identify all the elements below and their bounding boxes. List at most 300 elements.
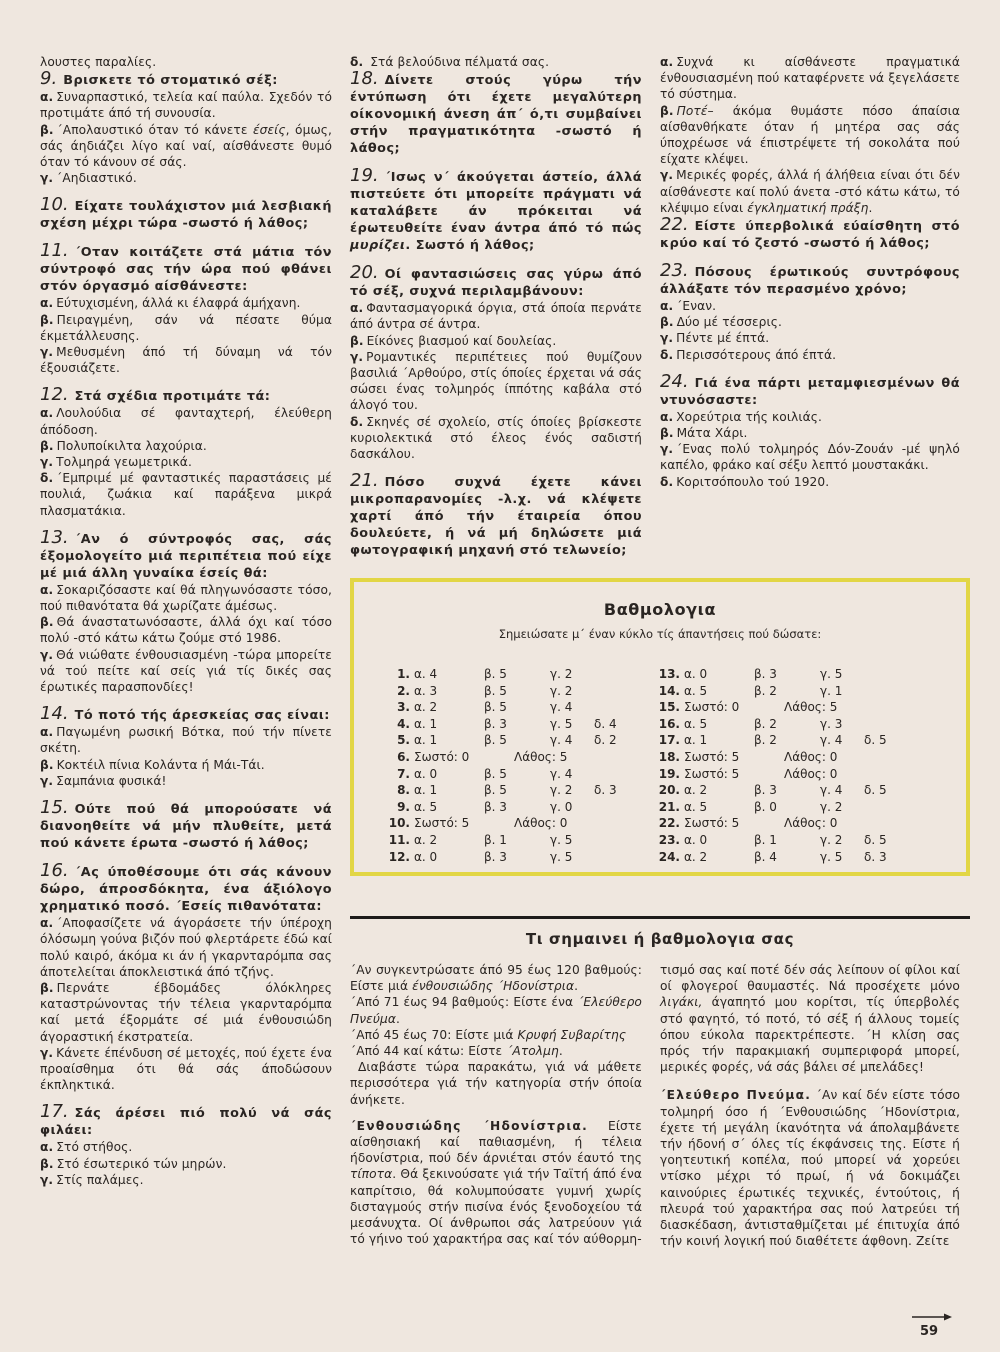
- question: [660, 262, 960, 363]
- question-heading: [660, 216, 960, 252]
- option-text: ΄Αηδιαστικό.: [56, 171, 137, 186]
- question-heading: [40, 70, 332, 89]
- option-text: Κάνετε έπένδυση σέ μετοχές, πού έχετε ένα προαίσθημα ότι θά σάς άποδώσουν έκπληκτικά.: [40, 1045, 332, 1093]
- question-number: 14.: [40, 703, 69, 725]
- score-ranges: [350, 962, 642, 1059]
- score-gamma: γ. 5: [550, 832, 573, 847]
- score-gamma: γ. 4: [820, 783, 843, 798]
- option-text: ΄Ενας πολύ τολμηρός Δόν-Ζουάν -μέ ψηλό καπέλο, φράκο καί σέξυ λεπτό μουστακάκι.: [660, 442, 960, 473]
- score-alpha: α. 2: [414, 700, 438, 715]
- option-letter: β.: [40, 122, 54, 137]
- option-letter: α.: [40, 916, 54, 931]
- question: [40, 386, 332, 518]
- question: [40, 705, 332, 789]
- question-number: 16.: [40, 860, 69, 882]
- section-divider: [350, 916, 970, 919]
- option-letter: γ.: [660, 442, 674, 457]
- score-row: [654, 849, 904, 866]
- score-delta: [864, 799, 904, 816]
- score-beta: β. 3: [484, 716, 507, 731]
- score-delta: δ. 5: [864, 832, 887, 847]
- question: [40, 526, 332, 695]
- score-row: [384, 782, 634, 799]
- score-delta: [594, 766, 634, 783]
- score-alpha: α. 0: [684, 832, 708, 847]
- question-text: Στά σχέδια προτιμάτε τά:: [74, 389, 271, 405]
- score-question-number: 22.: [658, 816, 680, 831]
- question-number: 19.: [350, 165, 379, 187]
- meaning-column-1: [350, 962, 642, 1247]
- score-question-number: 13.: [658, 667, 680, 681]
- score-alpha: α. 5: [684, 716, 708, 731]
- question-text: Γιά ένα πάρτι μεταμφιεσμένων θά ντυνόσαστε:: [660, 375, 960, 408]
- score-delta: [594, 699, 634, 716]
- score-alpha: α. 0: [414, 766, 438, 781]
- score-gamma: γ. 5: [820, 667, 843, 681]
- question-text: ΄Αν ό σύντροφός σας, σάς έξομολογείτο μιά περιπέτεια πού είχε μέ μιά άλλη γυναίκα έσείς θά:: [40, 531, 332, 581]
- score-row: [654, 799, 904, 816]
- score-question-number: 24.: [658, 849, 680, 864]
- score-row: [654, 749, 904, 766]
- score-beta: β. 5: [484, 766, 507, 781]
- score-alpha: α. 3: [414, 683, 438, 698]
- question-heading: [350, 264, 642, 300]
- question-text: ΄Ισως ν΄ άκούγεται άστείο, άλλά πιστεύετε ότι μπορείτε πράγματι νά καταλάβετε άν πρόκειται νά έρωτευθείτε έναν άντρα άπό τό πώς: [350, 170, 642, 237]
- scoring-table-right: [654, 666, 904, 865]
- option-text: ΄Εναν.: [676, 299, 717, 314]
- carryover-text: λουστες παραλίες.: [40, 55, 157, 69]
- option-letter: γ.: [40, 171, 54, 186]
- score-alpha: α. 0: [684, 667, 708, 681]
- option: [40, 470, 332, 519]
- score-gamma: γ. 2: [550, 683, 573, 698]
- option-letter: α.: [40, 90, 54, 105]
- score-row: [384, 799, 634, 816]
- score-true: Σωστό: 5: [684, 749, 740, 764]
- score-delta: δ. 5: [864, 733, 887, 748]
- scoring-subtitle: Σημειώσατε μ΄ έναν κύκλο τίς άπαντήσεις πού δώσατε:: [498, 627, 822, 641]
- score-question-number: 19.: [658, 766, 680, 781]
- score-row: [384, 766, 634, 783]
- option-text: Στό έσωτερικό τών μηρών.: [56, 1156, 227, 1171]
- question-number: 23.: [660, 260, 689, 282]
- option-text: Σοκαριζόσαστε καί θά πληγωνόσαστε τόσο, πού πιθανότατα θά χωρίζατε άμέσως.: [40, 582, 332, 614]
- questions-list: [40, 70, 332, 1188]
- range-text: ΄Αν συγκεντρώσατε άπό 95 έως 120 βαθμούς: Είστε μιά: [350, 963, 642, 994]
- option-text: άκόμα θυμάστε πόσο άπαίσια αίσθανθήκατε όταν ή μητέρα σας σάς ύποχρέωσε νά έπιστρέψετε τή σοκολάτα πού είχατε κλέψει.: [660, 103, 960, 167]
- score-gamma: γ. 2: [820, 799, 843, 814]
- option: [40, 915, 332, 980]
- range-category: Κρυφή Συβαρίτης: [517, 1027, 627, 1042]
- score-row: [384, 666, 634, 683]
- score-alpha: α. 5: [684, 683, 708, 698]
- meaning-intro: Διαβάστε τώρα παρακάτω, γιά νά μάθετε περισσότερα γιά τήν κατηγορία στήν όποία άνήκετε.: [350, 1060, 642, 1107]
- option-text: Περισσότερους άπό έπτά.: [676, 347, 837, 362]
- score-question-number: 2.: [397, 683, 410, 698]
- score-alpha: α. 5: [414, 799, 438, 814]
- question-heading: [40, 799, 332, 852]
- range-text: .: [396, 1011, 400, 1026]
- questions-list: [350, 70, 642, 559]
- score-question-number: 1.: [397, 667, 410, 681]
- column-1: [40, 54, 332, 1188]
- option-text: Φαντασμαγορικά όργια, στά όποία περνάτε άπό άντρα σέ άντρα.: [350, 301, 642, 332]
- option-text: Περνάτε έβδομάδες όλόκληρες καταστρώνοντας τήν τέλεια γκαρνταρόμπα καί μετά έξορμάτε σέ μιά ένθουσιώδη άγοραστική έκστρατεία.: [40, 980, 332, 1044]
- score-question-number: 7.: [397, 766, 410, 781]
- range-category: ένθουσιώδης ΄Ηδονίστρια: [412, 979, 575, 994]
- question-text: . Σωστό ή λάθος;: [405, 238, 535, 254]
- option-text: Είκόνες βιασμού καί δουλείας.: [366, 333, 557, 348]
- question: [660, 370, 960, 490]
- score-row: [384, 683, 634, 700]
- score-row: [654, 683, 904, 700]
- option: [350, 333, 642, 349]
- question-text: Σάς άρέσει πιό πολύ νά σάς φιλάει:: [40, 1106, 332, 1139]
- option-text: ΄Εμπριμέ μέ φανταστικές παραστάσεις μέ πουλιά, ζωάκια καί παράξενα μικρά πλασματάκια.: [40, 471, 332, 518]
- option-text: Στό στήθος.: [56, 1140, 133, 1155]
- option: [40, 757, 332, 773]
- score-true: Σωστό: 5: [684, 816, 740, 831]
- scoring-table-left: [384, 666, 634, 865]
- option-text: Μεθυσμένη άπό τή δύναμη νά τόν έξουσιάζετε.: [40, 345, 332, 376]
- score-row: [654, 666, 904, 683]
- score-gamma: γ. 0: [550, 799, 573, 814]
- question: [40, 862, 332, 1093]
- meaning-title: Τι σημαινει ή βαθμολογια σας: [525, 930, 795, 948]
- score-question-number: 5.: [397, 733, 410, 748]
- score-gamma: γ. 4: [550, 700, 573, 715]
- question-text: Βρισκετε τό στοματικό σέξ:: [63, 73, 278, 89]
- option-letter: α.: [660, 55, 674, 69]
- score-question-number: 16.: [658, 716, 680, 731]
- carryover-options: [660, 54, 960, 216]
- score-delta: [864, 716, 904, 733]
- option: [40, 980, 332, 1045]
- category-text: άγαπητό μου κορίτσι, τίς ύπερβολές στό φαγητό, τό ποτό, τό σέξ ή άλλους τομείς όπου εύκολα παρεκτρέπεστε. ΄Η κλίση σας πρός τήν παρακμιακή συμπεριφορά μπορεί, μερικές φορές, νά σάς βάλει σέ μπελάδες!: [660, 995, 960, 1075]
- score-delta: δ. 3: [594, 783, 617, 798]
- score-delta: [594, 666, 634, 683]
- score-row: [384, 716, 634, 733]
- score-question-number: 10.: [388, 816, 410, 831]
- option-text: Συναρπαστικό, τελεία καί παύλα. Σχεδόν τό προτιμάτε άπό τή συνουσία.: [40, 90, 332, 121]
- score-alpha: α. 1: [684, 733, 708, 748]
- score-beta: β. 1: [754, 832, 777, 847]
- option: [40, 312, 332, 344]
- category-text: . Θά ξεκινούσατε γιά τήν Ταϊτή άπό ένα καπρίτσιο, θά κολυμπούσατε γυμνή χωρίς δισταγμούς στήν πισίνα ένός ξενοδοχείου τά μεσάνυχτα. Οί άνθρωποι σάς λατρεύουν γιά τό γήινο τού χαρακτήρα σας καί τόν αύθορμη-: [350, 1167, 642, 1247]
- option-letter: α.: [40, 725, 54, 740]
- option-text: Στά βελούδινα πέλματά σας.: [370, 55, 550, 69]
- option-text: Δύο μέ τέσσερις.: [676, 315, 782, 330]
- option-letter: γ.: [40, 1172, 54, 1187]
- score-true: Σωστό: 0: [414, 749, 470, 764]
- option-letter: β.: [40, 312, 54, 327]
- option-letter: β.: [660, 103, 674, 118]
- question-text: ΄Ας ύποθέσουμε ότι σάς κάνουν δώρο, άπροσδόκητα, ένα άξιόλογο χρηματικό ποσό. ΄Εσείς πιθανότατα:: [40, 865, 332, 915]
- score-delta: [864, 683, 904, 700]
- question-heading: [350, 472, 642, 559]
- score-delta: [594, 832, 634, 849]
- option-text: Σαμπάνια φυσικά!: [56, 773, 167, 788]
- score-row: [654, 815, 904, 832]
- score-row: [654, 832, 904, 849]
- option: [660, 474, 960, 490]
- question-number: 17.: [40, 1101, 69, 1123]
- category-text: ΄Αν καί δέν είστε τόσο τολμηρή όσο ή ΄Ενθουσιώδης ΄Ηδονίστρια, έχετε τή μεγάλη ίκανότητα νά άπολαμβάνετε τήν ήδονή σ΄ όλες τίς έκφάνσεις της. Είστε ή γοητευτική κοπέλα, πού μπορεί νά χορεύει ντίσκο μέχρι τό πρωί, ή νά δοκιμάζει καινούριες έρωτικές τεχνικές, έντούτοις, ή πλευρά τού χαρακτήρα σας πού λατρεύει τή διασκέδαση, άντισταθμίζεται μέ έπιτυχία άπό τήν κοινή λογική πού διαθέτετε άφθονη. Ζείτε: [660, 1088, 961, 1249]
- score-alpha: α. 2: [414, 832, 438, 847]
- question-number: 12.: [40, 384, 69, 406]
- score-beta: β. 3: [754, 667, 777, 681]
- option-text: Κοριτσόπουλο τού 1920.: [676, 474, 830, 489]
- score-false: Λάθος: 0: [514, 816, 568, 831]
- option-letter: δ.: [660, 474, 674, 489]
- option-letter: γ.: [40, 455, 54, 470]
- score-row: [384, 699, 634, 716]
- option-letter: γ.: [40, 647, 54, 662]
- score-row: [384, 849, 634, 866]
- score-beta: β. 5: [484, 667, 507, 681]
- question-heading: [40, 705, 332, 724]
- question-text: Οί φαντασιώσεις σας γύρω άπό τό σέξ, συχνά περιλαμβάνουν:: [350, 267, 642, 300]
- option-letter: α.: [40, 296, 54, 311]
- option: [40, 295, 332, 311]
- question-heading: [660, 262, 960, 298]
- question-heading: [40, 196, 332, 232]
- score-beta: β. 2: [754, 716, 777, 731]
- option-letter: δ.: [350, 414, 364, 429]
- option: [660, 298, 960, 314]
- option-text: Θά νιώθατε ένθουσιασμένη -τώρα μπορείτε νά τού πείτε καί σείς γιά τίς δικές σας έρωτικές παρασπονδίες!: [40, 647, 332, 695]
- scoring-title: Βαθμολογια: [603, 600, 717, 619]
- option-letter: β.: [350, 333, 364, 348]
- score-gamma: γ. 2: [550, 667, 573, 681]
- option-emphasis: έσείς: [252, 122, 286, 137]
- question: [40, 242, 332, 376]
- option: [350, 300, 642, 332]
- score-range: [350, 1043, 642, 1059]
- option-text: ΄Αποφασίζετε νά άγοράσετε τήν ύπέροχη όλόσωμη γούνα βιζόν πού φλερτάρετε έδώ καί πολύ καιρό, άκόμα κι άν ή γκαρνταρόμπα σας άποτελείται άποκλειστικά άπό τζήνς.: [40, 916, 332, 979]
- score-gamma: γ. 5: [820, 849, 843, 864]
- score-question-number: 6.: [397, 749, 410, 764]
- question-heading: [40, 386, 332, 405]
- option: [40, 1139, 332, 1155]
- option-text: Συχνά κι αίσθάνεστε πραγματικά ένθουσιασμένη πού καταφέρνετε νά ξεγελάσετε τό σύστημα.: [660, 55, 960, 102]
- option-letter: α.: [40, 1140, 54, 1155]
- option: [40, 454, 332, 470]
- option: [660, 167, 960, 216]
- range-category: ΄Ατολμη: [506, 1044, 559, 1059]
- question: [40, 70, 332, 186]
- option-letter: γ.: [660, 331, 674, 346]
- questions-list: [660, 216, 960, 490]
- option-emphasis: έγκληματική πράξη: [747, 200, 869, 215]
- score-alpha: α. 1: [414, 783, 438, 798]
- category-name: ΄Ελεύθερο Πνεύμα.: [660, 1088, 812, 1103]
- question-number: 21.: [350, 470, 379, 492]
- score-row: [384, 749, 634, 766]
- score-true: Σωστό: 5: [684, 766, 740, 781]
- score-range: [350, 994, 642, 1026]
- range-text: ΄Από 71 έως 94 βαθμούς: Είστε ένα: [350, 995, 578, 1010]
- option-text: Κοκτέιλ πίνια Κολάντα ή Μάι-Τάι.: [56, 757, 265, 772]
- option-letter: γ.: [40, 345, 54, 360]
- option: [660, 314, 960, 330]
- option: [40, 1045, 332, 1094]
- score-question-number: 18.: [658, 749, 680, 764]
- question-number: 20.: [350, 262, 379, 284]
- question-text: Δίνετε στούς γύρω τήν έντύπωση ότι έχετε μεγαλύτερη οίκονομική άνεση άπ΄ ό,τι συμβαίνει στήν πραγματικότητα -σωστό ή λάθος;: [350, 73, 642, 157]
- score-range: [350, 962, 642, 994]
- option-text: Εύτυχισμένη, άλλά κι έλαφρά άμήχανη.: [56, 296, 301, 311]
- score-beta: β. 3: [754, 783, 777, 798]
- score-gamma: γ. 2: [550, 783, 573, 798]
- option: [660, 103, 960, 168]
- question-heading: [350, 167, 642, 254]
- column-2: [350, 54, 642, 559]
- question: [350, 264, 642, 462]
- score-row: [384, 732, 634, 749]
- question-heading: [40, 242, 332, 295]
- option-text: Μερικές φορές, άλλά ή άλήθεια είναι ότι δέν αίσθάνεστε καί πολύ άνετα -στό κάτω κάτω, τό κλέψιμο είναι: [660, 168, 960, 215]
- question-text: Ούτε πού θά μπορούσατε νά διανοηθείτε νά μήν πλυθείτε, μετά πού κάνετε έρωτα -σωστό ή λάθος;: [40, 802, 332, 852]
- score-alpha: α. 2: [684, 783, 708, 798]
- question-text: ΄Οταν κοιτάζετε στά μάτια τόν σύντροφό σας τήν ώρα πού φθάνει στόν όργασμό αίσθάνεστε:: [40, 245, 332, 295]
- option-letter: α.: [40, 582, 54, 597]
- score-false: Λάθος: 0: [784, 749, 838, 764]
- score-delta: δ. 4: [594, 716, 617, 731]
- option: [350, 414, 642, 463]
- score-alpha: α. 4: [414, 667, 438, 681]
- question-heading: [40, 526, 332, 582]
- meaning-column-2: [660, 962, 960, 1249]
- category-text: τισμό σας καί ποτέ δέν σάς λείπουν οί φίλοι καί οί φλογεροί θαυμαστές. Νά προσέχετε μόνο: [660, 963, 960, 994]
- score-alpha: α. 1: [414, 716, 438, 731]
- score-gamma: γ. 5: [550, 716, 573, 731]
- score-beta: β. 5: [484, 683, 507, 698]
- option-text: Τολμηρά γεωμετρικά.: [56, 455, 192, 470]
- option-letter: δ.: [350, 55, 364, 69]
- score-beta: β. 2: [754, 683, 777, 698]
- option-letter: β.: [660, 315, 674, 330]
- option: [660, 441, 960, 473]
- option-text: ΄Απολαυστικό όταν τό κάνετε: [56, 122, 253, 137]
- option-letter: α.: [40, 406, 54, 421]
- option-text: , όμως, σάς άηδιάζει λίγο καί ναί, αίσθάνεστε θυμό όταν τό κάνουν σέ σάς.: [40, 122, 332, 170]
- category-text: Είστε αίσθησιακή καί παθιασμένη, ή τέλεια ήδονίστρια, πού δέν άρνιέται στόν έαυτό της: [350, 1118, 642, 1166]
- question-heading: [660, 370, 960, 409]
- score-question-number: 17.: [658, 733, 680, 748]
- score-row: [654, 766, 904, 783]
- question-text: Πόσο συχνά έχετε κάνει μικροπαρανομίες -λ.χ. νά κλέψετε χαρτί άπό τήν έταιρεία όπου δουλεύετε, ή νά μή δηλώσετε μιά φωτογραφική μηχανή στό τελωνείο;: [350, 475, 642, 559]
- option: [40, 344, 332, 376]
- score-beta: β. 1: [484, 832, 507, 847]
- option-text: Πειραγμένη, σάν νά πέσατε θύμα έκμετάλλευσης.: [40, 312, 332, 343]
- carryover-option: [350, 54, 642, 70]
- question-number: 15.: [40, 797, 69, 819]
- option: [40, 647, 332, 696]
- score-beta: β. 5: [484, 783, 507, 798]
- score-gamma: γ. 1: [820, 683, 843, 698]
- question-emphasis: μυρίζει: [350, 238, 406, 254]
- question: [350, 70, 642, 157]
- score-question-number: 15.: [658, 700, 680, 715]
- score-beta: β. 3: [484, 799, 507, 814]
- question: [660, 216, 960, 252]
- option-text: Παγωμένη ρωσική Βότκα, πού τήν πίνετε σκέτη.: [40, 725, 332, 756]
- option-letter: β.: [40, 980, 54, 995]
- question: [350, 167, 642, 254]
- option: [40, 170, 332, 186]
- option-letter: δ.: [40, 471, 54, 486]
- score-gamma: γ. 4: [550, 733, 573, 748]
- question-number: 11.: [40, 240, 69, 262]
- question-number: 9.: [40, 68, 58, 90]
- score-alpha: α. 0: [414, 849, 438, 864]
- option: [660, 409, 960, 425]
- score-delta: δ. 2: [594, 733, 617, 748]
- score-beta: β. 5: [484, 733, 507, 748]
- option: [40, 89, 332, 121]
- score-question-number: 3.: [397, 700, 410, 715]
- option: [660, 54, 960, 103]
- score-beta: β. 3: [484, 849, 507, 864]
- option-text: Λουλούδια σέ φανταχτερή, έλεύθερη άπόδοση.: [40, 406, 332, 437]
- option: [40, 438, 332, 454]
- score-delta: [594, 799, 634, 816]
- option-text: .: [868, 200, 873, 215]
- range-text: ΄Από 44 καί κάτω: Είστε: [350, 1044, 507, 1059]
- score-false: Λάθος: 5: [784, 700, 838, 715]
- question-number: 13.: [40, 526, 69, 548]
- score-gamma: γ. 3: [820, 716, 843, 731]
- score-beta: β. 0: [754, 799, 777, 814]
- option-letter: β.: [40, 757, 54, 772]
- option: [40, 405, 332, 437]
- option-letter: δ.: [660, 347, 674, 362]
- score-range: [350, 1027, 642, 1043]
- score-delta: [594, 849, 634, 866]
- score-question-number: 20.: [658, 783, 680, 798]
- score-gamma: γ. 5: [550, 849, 573, 864]
- score-question-number: 9.: [397, 799, 410, 814]
- question-number: 18.: [350, 68, 379, 90]
- option-letter: γ.: [350, 349, 364, 364]
- score-delta: δ. 3: [864, 849, 887, 864]
- score-false: Λάθος: 5: [514, 749, 568, 764]
- option-text: Πέντε μέ έπτά.: [676, 331, 770, 346]
- range-text: ΄Από 45 έως 70: Είστε μιά: [350, 1027, 518, 1042]
- question-heading: [350, 70, 642, 157]
- option-letter: α.: [660, 409, 674, 424]
- score-row: [654, 732, 904, 749]
- score-question-number: 12.: [388, 849, 410, 864]
- category-name: ΄Ενθουσιώδης ΄Ηδονίστρια.: [350, 1118, 588, 1133]
- option-letter: β.: [40, 1156, 54, 1171]
- score-beta: β. 4: [754, 849, 777, 864]
- score-gamma: γ. 2: [820, 832, 843, 847]
- option-letter: β.: [40, 438, 54, 453]
- score-alpha: α. 2: [684, 849, 708, 864]
- option-letter: γ.: [40, 1045, 54, 1060]
- category-emphasis: τίποτα: [350, 1167, 393, 1182]
- score-row: [384, 832, 634, 849]
- score-true: Σωστό: 5: [414, 816, 470, 831]
- score-question-number: 23.: [658, 832, 680, 847]
- question-text: Πόσους έρωτικούς συντρόφους άλλάξατε τόν περασμένο χρόνο;: [660, 265, 960, 298]
- option: [40, 614, 332, 646]
- option: [40, 1172, 332, 1188]
- range-text: .: [558, 1044, 563, 1059]
- option: [350, 349, 642, 414]
